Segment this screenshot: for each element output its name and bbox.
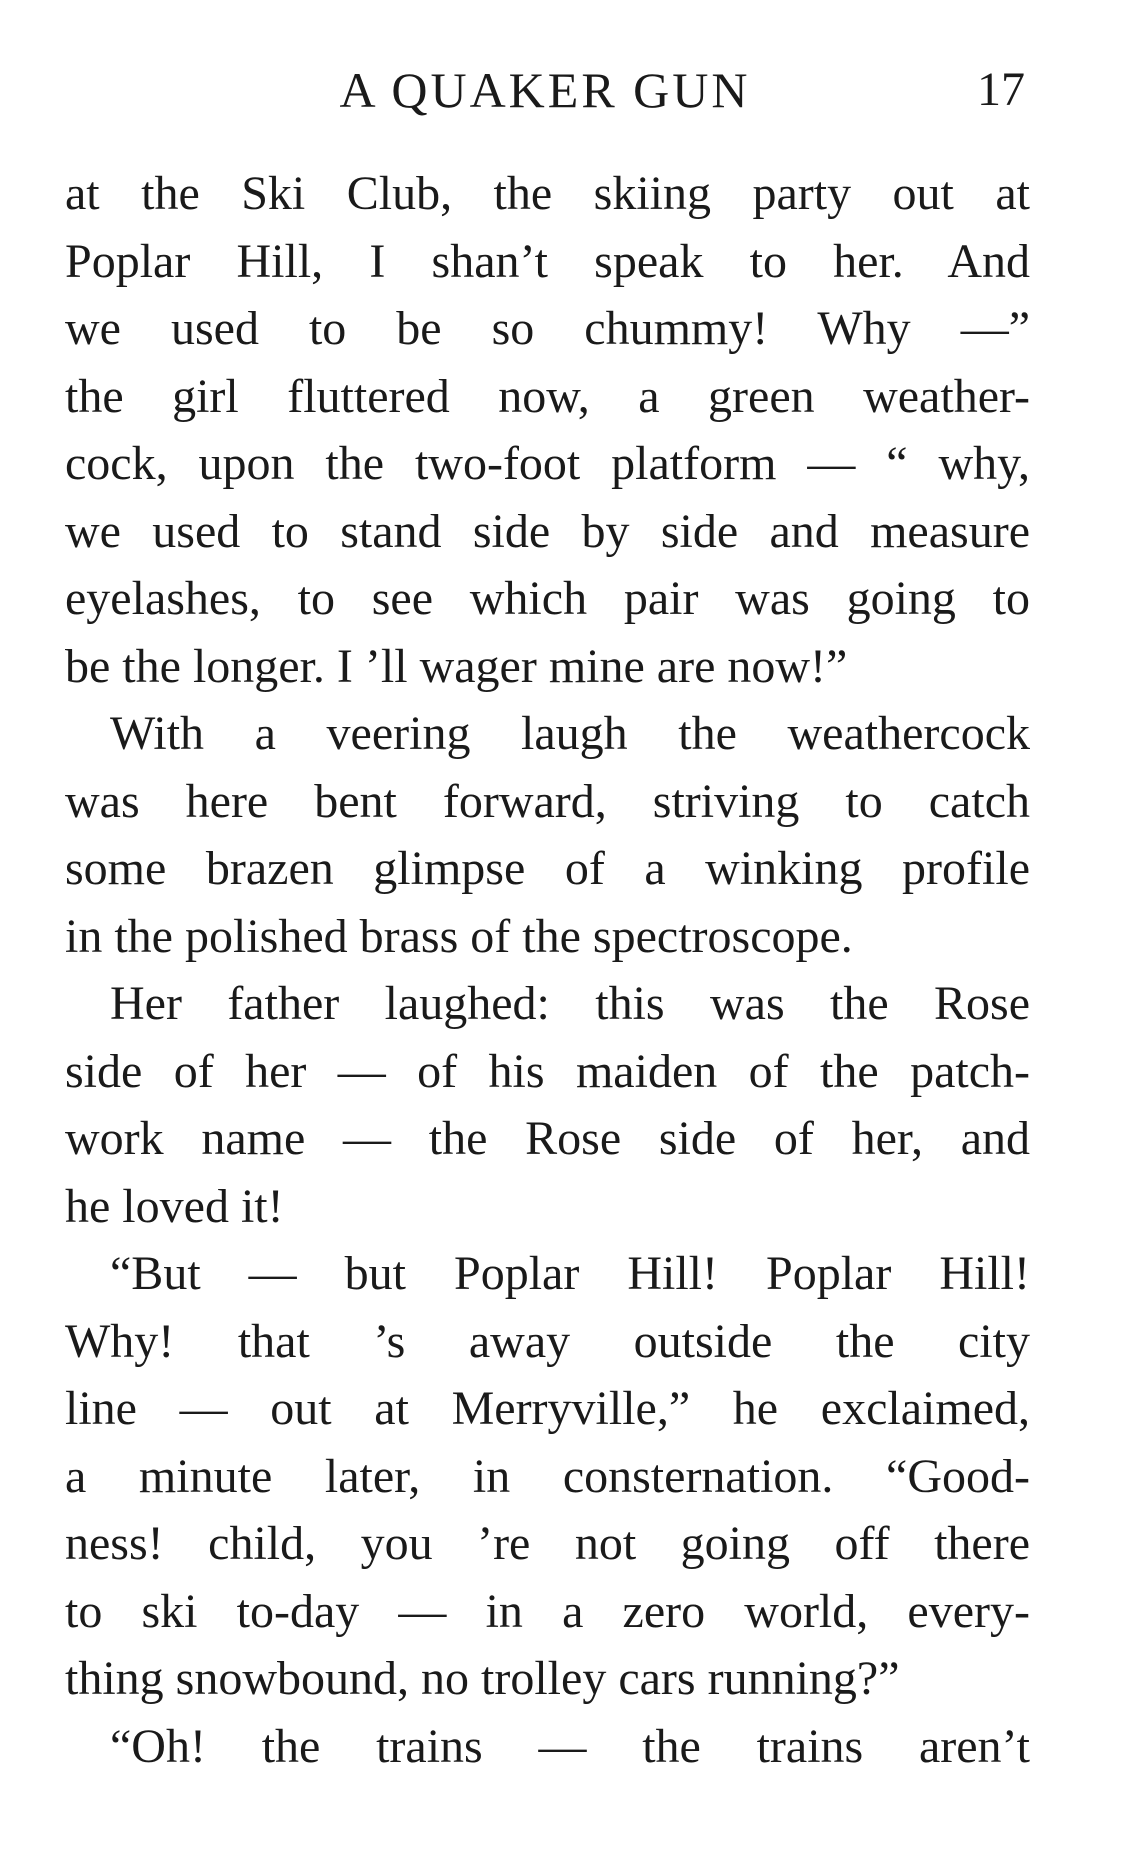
text-line: be the longer. I ’ll wager mine are now!” (65, 639, 848, 693)
paragraph-start-line: “Oh! the trains — the trains aren’t (110, 1719, 1030, 1773)
text-line: Poplar Hill, I shan’t speak to her. And (65, 234, 1030, 288)
text-line: thing snowbound, no trolley cars running?” (65, 1652, 900, 1705)
text-line: at the Ski Club, the skiing party out at (65, 167, 1030, 220)
text-line: work name — the Rose side of her, and (65, 1112, 1030, 1165)
text-line: cock, upon the two-foot platform — “ why, (65, 437, 1030, 490)
text-line: a minute later, in consternation. “Good- (65, 1449, 1030, 1503)
text-line: we used to stand side by side and measure (65, 504, 1030, 558)
text-line: he loved it! (65, 1179, 284, 1233)
text-line: ness! child, you ’re not going off there (65, 1517, 1030, 1570)
text-line: was here bent forward, striving to catch (65, 774, 1030, 828)
paragraph-start-line: Her father laughed: this was the Rose (110, 977, 1030, 1030)
paragraph-start-line: “But — but Poplar Hill! Poplar Hill! (110, 1247, 1030, 1300)
running-head (65, 55, 1025, 125)
text-line: line — out at Merryville,” he exclaimed, (65, 1382, 1030, 1435)
page-number: 17 (977, 63, 1025, 116)
text-line: to ski to-day — in a zero world, every- (65, 1584, 1030, 1638)
body-text (65, 160, 1030, 1780)
text-line: Why! that ’s away outside the city (65, 1314, 1030, 1368)
text-line: we used to be so chummy! Why —” (65, 302, 1030, 355)
text-line: some brazen glimpse of a winking profile (65, 842, 1030, 895)
text-line: in the polished brass of the spectroscope. (65, 909, 853, 963)
text-line: eyelashes, to see which pair was going to (65, 572, 1030, 625)
paragraph-start-line: With a veering laugh the weathercock (110, 707, 1030, 760)
text-line: side of her — of his maiden of the patch- (65, 1044, 1030, 1098)
text-line: the girl fluttered now, a green weather- (65, 369, 1030, 423)
running-title: A QUAKER GUN (339, 62, 751, 118)
